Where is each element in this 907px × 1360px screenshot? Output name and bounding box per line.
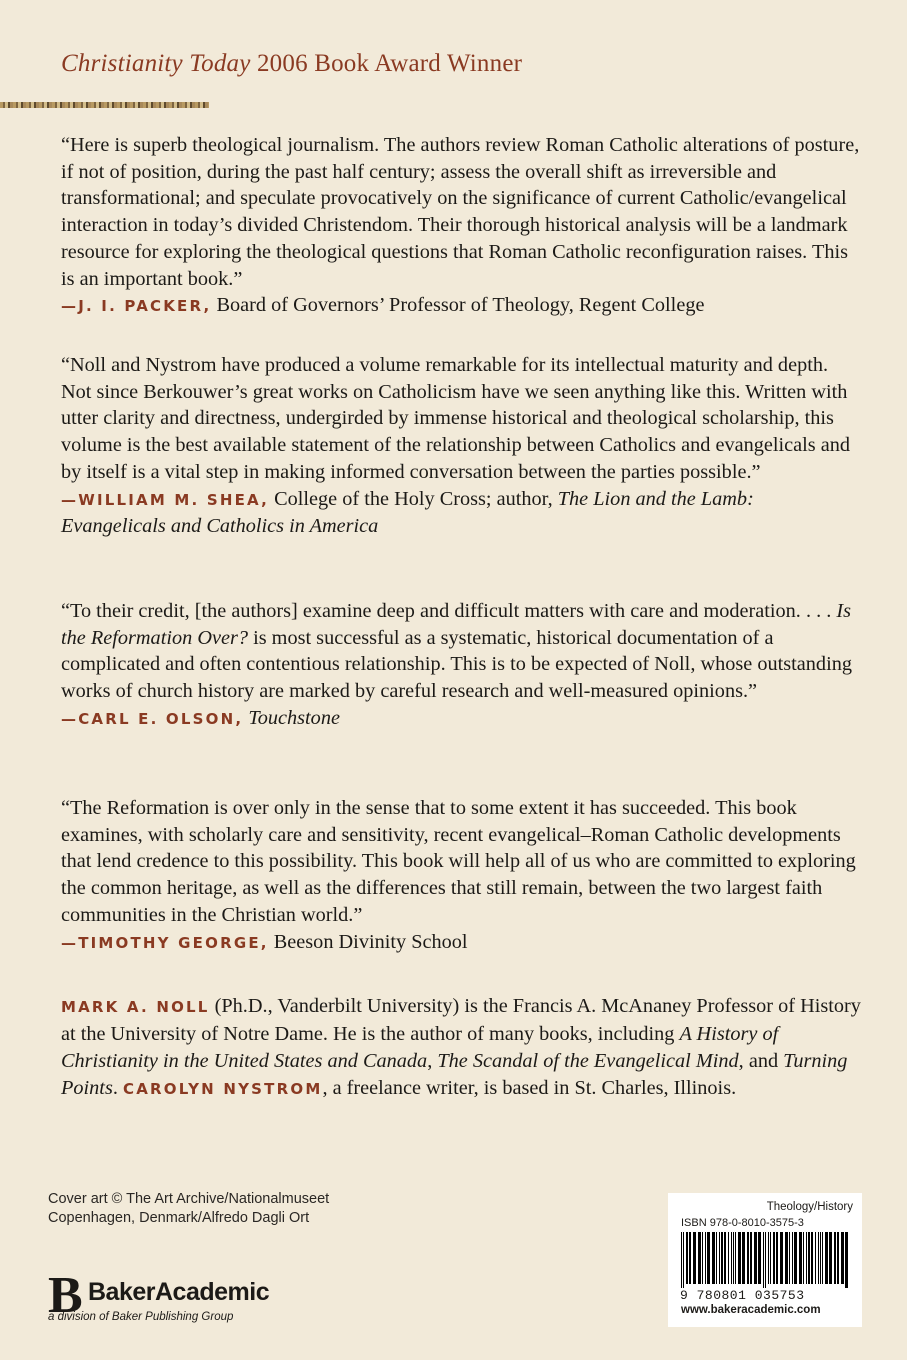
author-bio: [61, 993, 861, 1103]
quote-attribution: [61, 705, 861, 733]
endorser-name: —J. I. PACKER,: [61, 297, 212, 316]
barcode-icon: [679, 1232, 851, 1288]
barcode-bar: [731, 1232, 732, 1284]
endorser-affiliation: College of the Holy Cross; author,: [269, 487, 558, 510]
barcode-bar: [724, 1232, 726, 1284]
publisher-name: BakerAcademic: [88, 1278, 270, 1306]
barcode-bar: [837, 1232, 839, 1284]
award-text: 2006 Book Award Winner: [250, 50, 523, 77]
endorsement-olson: [61, 598, 861, 733]
barcode-bar: [721, 1232, 723, 1284]
barcode-bar: [747, 1232, 749, 1284]
barcode-bar: [768, 1232, 769, 1284]
barcode-bar: [792, 1232, 793, 1284]
bio-text-part: .: [112, 1077, 123, 1099]
bio-text-part: ,: [427, 1050, 438, 1072]
barcode-bar: [785, 1232, 788, 1284]
isbn-number: ISBN 978-0-8010-3575-3: [681, 1217, 804, 1229]
quote-attribution: [61, 929, 861, 957]
barcode-bar: [829, 1232, 832, 1284]
barcode-bar: [758, 1232, 761, 1284]
endorsement-shea: [61, 352, 861, 540]
barcode-bar: [765, 1232, 766, 1288]
credit-line: Copenhagen, Denmark/Alfredo Dagli Ort: [48, 1210, 310, 1226]
barcode-bar: [712, 1232, 715, 1284]
barcode-bar: [799, 1232, 802, 1284]
barcode-bar: [815, 1232, 816, 1284]
award-banner: [61, 50, 522, 78]
baker-b-icon: B: [48, 1267, 83, 1324]
barcode-bar: [735, 1232, 736, 1284]
barcode-bar: [716, 1232, 717, 1284]
endorser-name: —TIMOTHY GEORGE,: [61, 933, 269, 952]
barcode-bar: [733, 1232, 734, 1284]
publisher-website: www.bakeracademic.com: [681, 1304, 821, 1316]
barcode-digits: 9 780801 035753: [680, 1288, 805, 1303]
bio-text-part: , a freelance writer, is based in St. Charles, Illinois.: [322, 1077, 737, 1099]
barcode-bar: [789, 1232, 790, 1284]
barcode-bar: [820, 1232, 821, 1284]
barcode-bar: [702, 1232, 703, 1284]
quote-text: [61, 598, 861, 705]
barcode-bar: [845, 1232, 848, 1288]
award-magazine: Christianity Today: [61, 50, 251, 77]
barcode-bar: [780, 1232, 783, 1284]
book-title: Turning Points: [61, 1050, 848, 1099]
barcode-bar: [742, 1232, 745, 1284]
barcode-bar: [811, 1232, 813, 1284]
endorser-name: —WILLIAM M. SHEA,: [61, 490, 270, 509]
barcode-bar: [681, 1232, 682, 1288]
endorser-affiliation: Board of Governors’ Professor of Theology, Regent College: [211, 294, 705, 317]
barcode-bar: [776, 1232, 778, 1284]
barcode-bar: [683, 1232, 684, 1288]
barcode-bar: [719, 1232, 720, 1284]
barcode-bar: [818, 1232, 819, 1284]
endorser-affiliation: Beeson Divinity School: [268, 930, 468, 953]
barcode-bar: [794, 1232, 797, 1284]
quote-text-part: “To their credit, [the authors] examine deep and difficult matters with care and moderation. . . .: [61, 600, 837, 622]
credit-line: Cover art © The Art Archive/Nationalmuseet: [48, 1191, 330, 1207]
endorsement-packer: [61, 132, 861, 320]
barcode-panel: [668, 1193, 862, 1327]
barcode-bar: [750, 1232, 752, 1284]
barcode-bar: [773, 1232, 775, 1284]
quote-text-part: is most successful as a systematic, historical documentation of a complicated and often contentious relationship. This is to be expected of Noll, whose outstanding works of church history are marked by careful research and well-measured opinions.”: [61, 626, 852, 703]
quote-text: “The Reformation is over only in the sense that to some extent it has succeeded. This book examines, with scholarly care and sensitivity, recent evangelical–Roman Catholic developments that lend credence to this possibility. This book will help all of us who are committed to exploring the common heritage, as well as the differences that still remain, between the two largest faith communities in the Christian world.”: [61, 797, 856, 926]
barcode-bar: [698, 1232, 701, 1284]
book-title: The Scandal of the Evangelical Mind: [437, 1050, 739, 1072]
endorser-publication: Touchstone: [248, 706, 340, 729]
barcode-bar: [834, 1232, 836, 1284]
barcode-bar: [705, 1232, 706, 1284]
author-name-noll: MARK A. NOLL: [61, 998, 210, 1016]
author-bio-text: [61, 993, 861, 1103]
barcode-bar: [822, 1232, 823, 1284]
barcode-bar: [738, 1232, 741, 1284]
quote-book-title: Is the Reformation Over?: [61, 600, 852, 649]
publisher-subtitle: a division of Baker Publishing Group: [48, 1311, 234, 1323]
barcode-bar: [686, 1232, 688, 1284]
barcode-bar: [808, 1232, 810, 1284]
quote-text: “Noll and Nystrom have produced a volume remarkable for its intellectual maturity and depth. Not since Berkouwer’s great works on Catholicism have we seen anything like this. Written with utter clarity and directness, undergirded by immense historical and theological scholarship, this volume is the best available statement of the relationship between Catholics and evangelicals and by itself is a vital step in making informed conversation between the parties possible.”: [61, 354, 851, 483]
bio-text-part: , and: [738, 1050, 784, 1072]
quote-attribution: [61, 292, 861, 320]
endorser-name: —CARL E. OLSON,: [61, 709, 244, 728]
barcode-bar: [763, 1232, 764, 1288]
barcode-bar: [754, 1232, 757, 1284]
endorsement-george: [61, 795, 861, 956]
bio-text-part: (Ph.D., Vanderbilt University) is the Francis A. McAnaney Professor of History at the University of Notre Dame. He is the author of many books, including: [61, 995, 861, 1045]
book-title: A History of Christianity in the United States and Canada: [61, 1023, 779, 1072]
barcode-bar: [806, 1232, 807, 1284]
barcode-bar: [825, 1232, 828, 1284]
barcode-bar: [689, 1232, 691, 1284]
barcode-bar: [841, 1232, 844, 1284]
quote-text: “Here is superb theological journalism. The authors review Roman Catholic alterations of posture, if not of position, during the past half century; assess the overall shift as irreversible and transformational; and speculate provocatively on the significance of current Catholic/evangelical interaction in today’s divided Christendom. Their thorough historical analysis will be a landmark resource for exploring the theological questions that Roman Catholic reconfiguration raises. This is an important book.”: [61, 134, 860, 290]
quote-attribution: [61, 486, 861, 540]
subject-category: Theology/History: [766, 1201, 853, 1213]
barcode-bar: [728, 1232, 729, 1284]
cover-art-credit: [48, 1190, 329, 1228]
endorser-book-title: The Lion and the Lamb: Evangelicals and Catholics in America: [61, 487, 754, 538]
barcode-bar: [770, 1232, 771, 1284]
barcode-bar: [693, 1232, 696, 1284]
decorative-rule: [0, 102, 209, 108]
barcode-bar: [803, 1232, 804, 1284]
author-name-nystrom: CAROLYN NYSTROM: [122, 1080, 323, 1098]
barcode-bar: [707, 1232, 710, 1284]
